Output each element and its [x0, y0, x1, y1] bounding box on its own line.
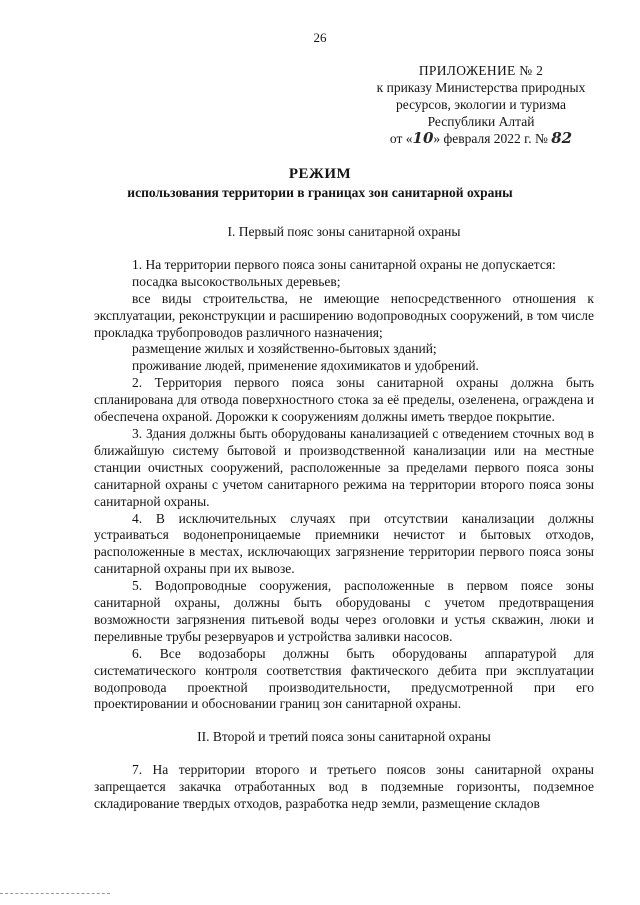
handwritten-order-number: 82 [551, 129, 573, 147]
date-prefix: от « [389, 131, 413, 146]
paragraph: 3. Здания должны быть оборудованы канализацией с отведением сточных вод в ближайшую систему бытовой и производственной канализации или на местные станции очистных сооружений, расположенные за пределами первого пояса зоны санитарной охраны с учетом санитарного режима на территории второго пояса зоны санитарной охраны. [94, 425, 594, 509]
paragraph: 4. В исключительных случаях при отсутствии канализации должны устраиваться водонепроницаемые приемники нечистот и бытовых отходов, расположенные в местах, исключающих загрязнение территории первого пояса зоны санитарной охраны при их вывозе. [94, 510, 594, 577]
approval-block [356, 62, 606, 147]
approval-line: ресурсов, экологии и туризма [396, 97, 566, 112]
paragraph: 1. На территории первого пояса зоны санитарной охраны не допускается: [132, 256, 556, 272]
section-heading: II. Второй и третий пояса зоны санитарной охраны [197, 729, 491, 745]
paragraph: 5. Водопроводные сооружения, расположенные в первом поясе зоны санитарной охраны, должны быть оборудованы с учетом предотвращения возможности загрязнения питьевой воды через оголовки и устья скважин, люки и переливные трубы резервуаров и устройства заливки насосов. [94, 578, 594, 644]
footer-divider [0, 893, 110, 894]
document-title: РЕЖИМ [288, 166, 352, 182]
approval-line: к приказу Министерства природных [376, 80, 586, 95]
paragraph: 6. Все водозаборы должны быть оборудованы аппаратурой для систематического контроля соответствия фактического дебита при эксплуатации водопровода проектной производительности, предусмотренной при его проектировании и обосновании границ зон санитарной охраны. [94, 645, 594, 712]
paragraph: размещение жилых и хозяйственно-бытовых зданий; [132, 341, 437, 357]
paragraph: посадка высокоствольных деревьев; [132, 273, 341, 289]
date-mid: » февраля 2022 г. № [433, 131, 548, 146]
handwritten-day: 10 [412, 129, 434, 147]
section-heading: I. Первый пояс зоны санитарной охраны [227, 224, 461, 239]
appendix-title: ПРИЛОЖЕНИЕ № 2 [418, 63, 544, 78]
paragraph: 7. На территории второго и третьего поясов зоны санитарной охраны запрещается закачка отработанных вод в подземные горизонты, подземное складирование твердых отходов, разработка недр земли, размещение складов [94, 762, 594, 812]
page-number: 26 [313, 30, 327, 45]
paragraph: все виды строительства, не имеющие непосредственного отношения к эксплуатации, реконструкции и расширению водопроводных сооружений, в том числе прокладка трубопроводов различного назначения; [94, 290, 594, 340]
approval-date-line [356, 130, 606, 147]
approval-line: Республики Алтай [427, 114, 535, 129]
document-body [94, 224, 594, 813]
document-subtitle: использования территории в границах зон санитарной охраны [127, 185, 513, 200]
paragraph: 2. Территория первого пояса зоны санитарной охраны должна быть спланирована для отвода поверхностного стока за её пределы, озеленена, ограждена и обеспечена охраной. Дорожки к сооружениям должны иметь твердое покрытие. [94, 375, 594, 425]
paragraph: проживание людей, применение ядохимикатов и удобрений. [132, 358, 479, 374]
